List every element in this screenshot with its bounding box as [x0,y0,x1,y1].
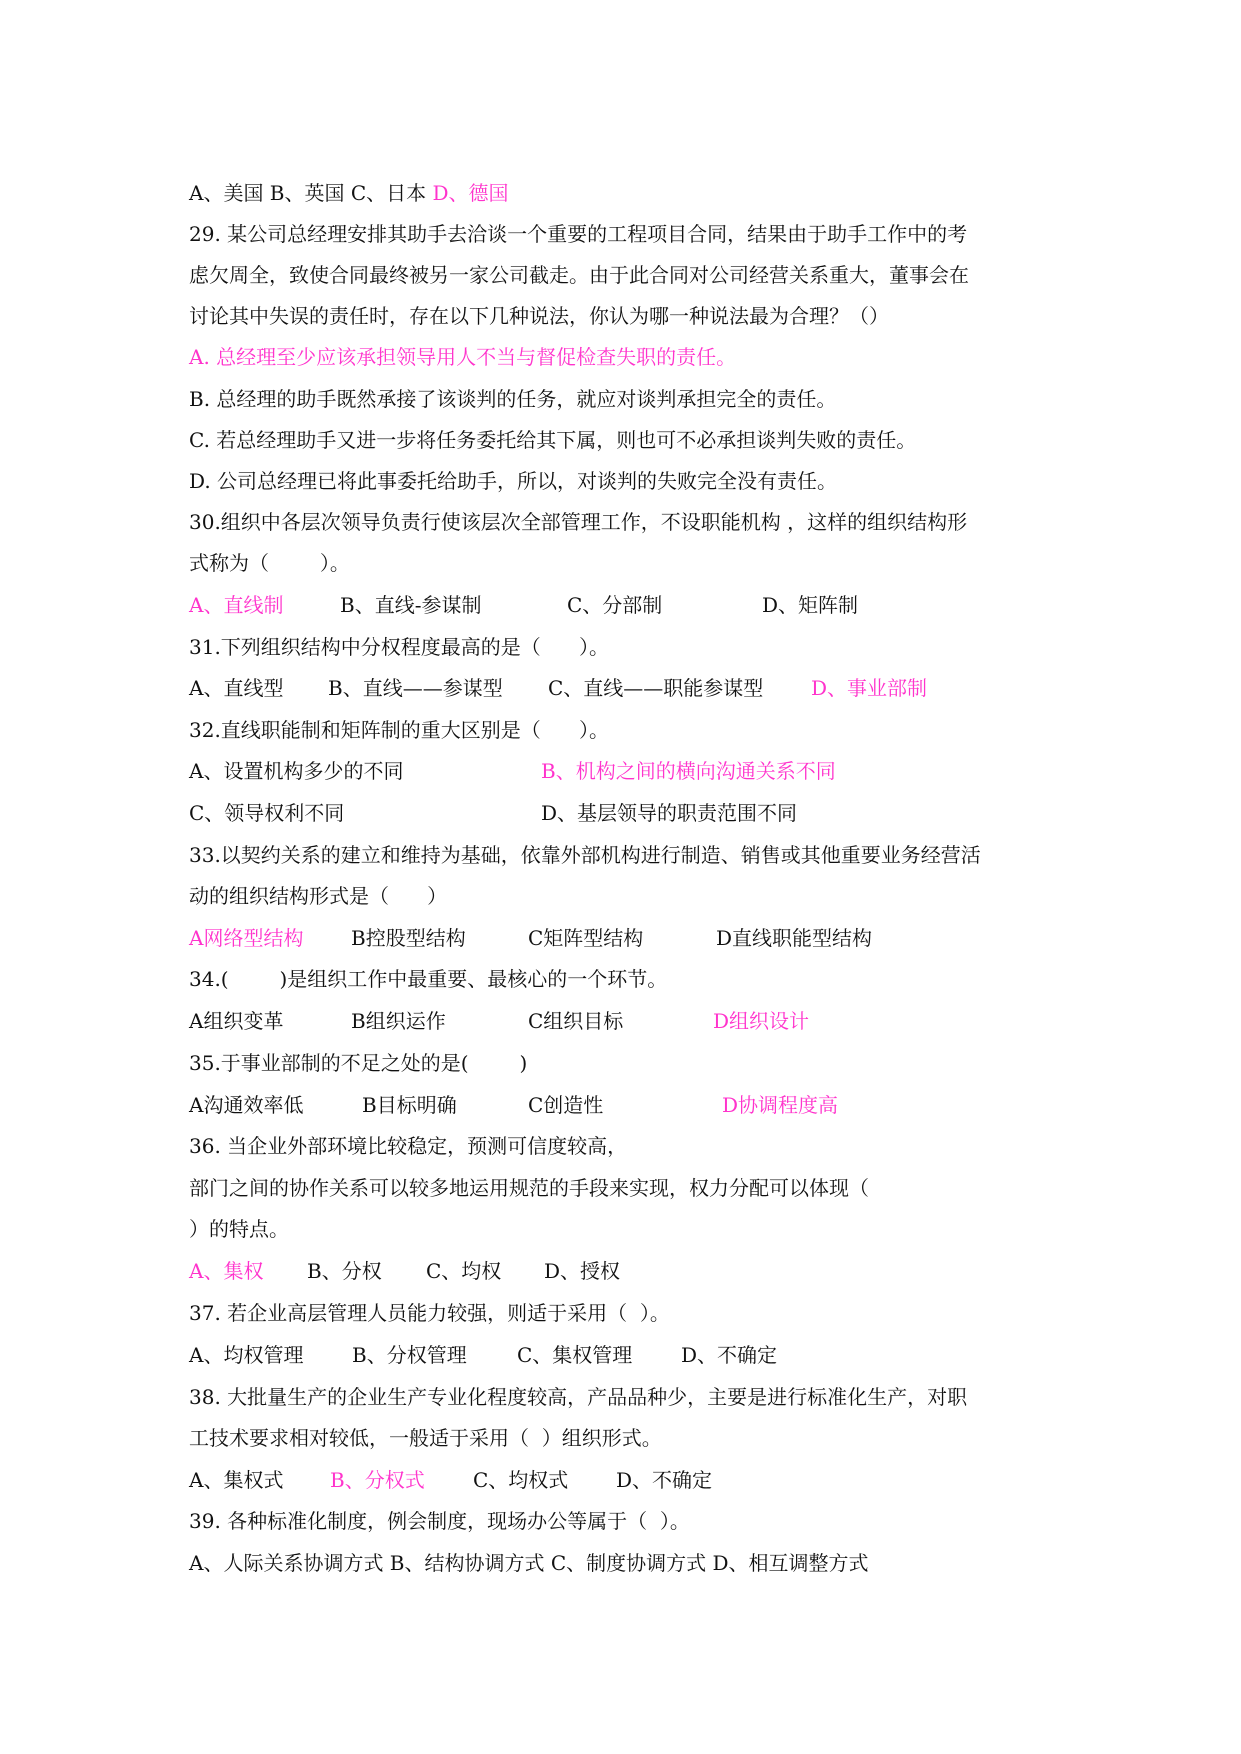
q30-stem-line-2: 式称为（ ）。 [189,551,350,575]
q34-option-c: C组织目标 [528,1009,624,1033]
q35-options [189,1088,1089,1122]
q34-options [189,1004,1089,1038]
q32-option-b-answer: B、机构之间的横向沟通关系不同 [541,759,836,783]
q29-stem-line-2: 虑欠周全，致使合同最终被另一家公司截走。由于此合同对公司经营关系重大，董事会在 [189,263,969,287]
q36-stem-line-2: 部门之间的协作关系可以较多地运用规范的手段来实现，权力分配可以体现（ [189,1176,869,1200]
q29-option-b: B. 总经理的助手既然承接了该谈判的任务，就应对谈判承担完全的责任。 [189,387,837,411]
q35-option-b: B目标明确 [362,1093,457,1117]
q37-option-b: B、分权管理 [352,1343,467,1367]
q29-stem-line-1: 29. 某公司总经理安排其助手去洽谈一个重要的工程项目合同，结果由于助手工作中的考 [189,222,968,246]
q30-options [189,588,1089,622]
q29-option-a-answer: A. 总经理至少应该承担领导用人不当与督促检查失职的责任。 [189,345,737,369]
q33-options [189,921,1089,955]
q32-options-row-1 [189,754,1089,788]
q34-option-b: B组织运作 [351,1009,446,1033]
q33-option-a-answer: A网络型结构 [189,926,304,950]
q32-option-d: D、基层领导的职责范围不同 [541,801,798,825]
q30-option-c: C、分部制 [567,593,663,617]
q38-option-a: A、集权式 [189,1468,284,1492]
q36-option-d: D、授权 [544,1259,621,1283]
q36-options [189,1254,1089,1288]
q36-option-c: C、均权 [426,1259,502,1283]
q38-stem-line-2: 工技术要求相对较低，一般适于采用（ ）组织形式。 [189,1426,662,1450]
q29-option-d: D. 公司总经理已将此事委托给助手，所以，对谈判的失败完全没有责任。 [189,469,838,493]
q37-option-a: A、均权管理 [189,1343,304,1367]
q33-option-d: D直线职能型结构 [716,926,873,950]
q36-stem-line-1: 36. 当企业外部环境比较稳定，预测可信度较高， [189,1134,628,1158]
q33-stem-line-1: 33.以契约关系的建立和维持为基础，依靠外部机构进行制造、销售或其他重要业务经营活 [189,843,981,867]
q37-options [189,1338,1089,1372]
q29-stem-line-3: 讨论其中失误的责任时，存在以下几种说法，你认为哪一种说法最为合理？（） [189,304,889,328]
q35-option-a: A沟通效率低 [189,1093,304,1117]
q33-option-b: B控股型结构 [351,926,466,950]
q31-stem: 31.下列组织结构中分权程度最高的是（ ）。 [189,635,609,659]
q38-options [189,1463,1089,1497]
q35-option-c: C创造性 [528,1093,604,1117]
q38-option-b-answer: B、分权式 [330,1468,425,1492]
q30-option-d: D、矩阵制 [762,593,859,617]
q34-option-d-answer: D组织设计 [713,1009,810,1033]
q37-stem: 37. 若企业高层管理人员能力较强，则适于采用（ ）。 [189,1301,670,1325]
q30-stem-line-1: 30.组织中各层次领导负责行使该层次全部管理工作，不设职能机构 ，这样的组织结构形 [189,510,968,534]
q28-options [189,176,509,210]
q31-option-d-answer: D、事业部制 [811,676,928,700]
q36-option-b: B、分权 [307,1259,382,1283]
q28-options-abc: A、美国 B、英国 C、日本 [189,181,433,205]
q32-option-c: C、领导权利不同 [189,801,345,825]
q37-option-c: C、集权管理 [517,1343,633,1367]
q36-stem-line-3: ）的特点。 [189,1217,289,1241]
q33-stem-line-2: 动的组织结构形式是（ ） [189,884,448,908]
q37-option-d: D、不确定 [681,1343,778,1367]
q35-option-d-answer: D协调程度高 [722,1093,839,1117]
q31-option-b: B、直线——参谋型 [328,676,503,700]
q39-stem: 39. 各种标准化制度，例会制度，现场办公等属于（ ）。 [189,1509,690,1533]
q34-stem: 34.( )是组织工作中最重要、最核心的一个环节。 [189,967,668,991]
q29-option-c: C. 若总经理助手又进一步将任务委托给其下属，则也可不必承担谈判失败的责任。 [189,428,917,452]
q39-options: A、人际关系协调方式 B、结构协调方式 C、制度协调方式 D、相互调整方式 [189,1551,869,1575]
q30-option-b: B、直线-参谋制 [340,593,482,617]
q32-option-a: A、设置机构多少的不同 [189,759,404,783]
q34-option-a: A组织变革 [189,1009,284,1033]
q38-option-c: C、均权式 [473,1468,569,1492]
q31-option-a: A、直线型 [189,676,284,700]
q38-stem-line-1: 38. 大批量生产的企业生产专业化程度较高，产品品种少，主要是进行标准化生产，对职 [189,1385,968,1409]
q33-option-c: C矩阵型结构 [528,926,644,950]
q38-option-d: D、不确定 [616,1468,713,1492]
q30-option-a-answer: A、直线制 [189,593,284,617]
q36-option-a-answer: A、集权 [189,1259,264,1283]
q31-option-c: C、直线——职能参谋型 [548,676,764,700]
q32-options-row-2 [189,796,1089,830]
q32-stem: 32.直线职能制和矩阵制的重大区别是（ ）。 [189,718,609,742]
q35-stem: 35.于事业部制的不足之处的是( ) [189,1051,528,1075]
q28-option-d-answer: D、德国 [432,181,509,205]
q31-options [189,671,1089,705]
